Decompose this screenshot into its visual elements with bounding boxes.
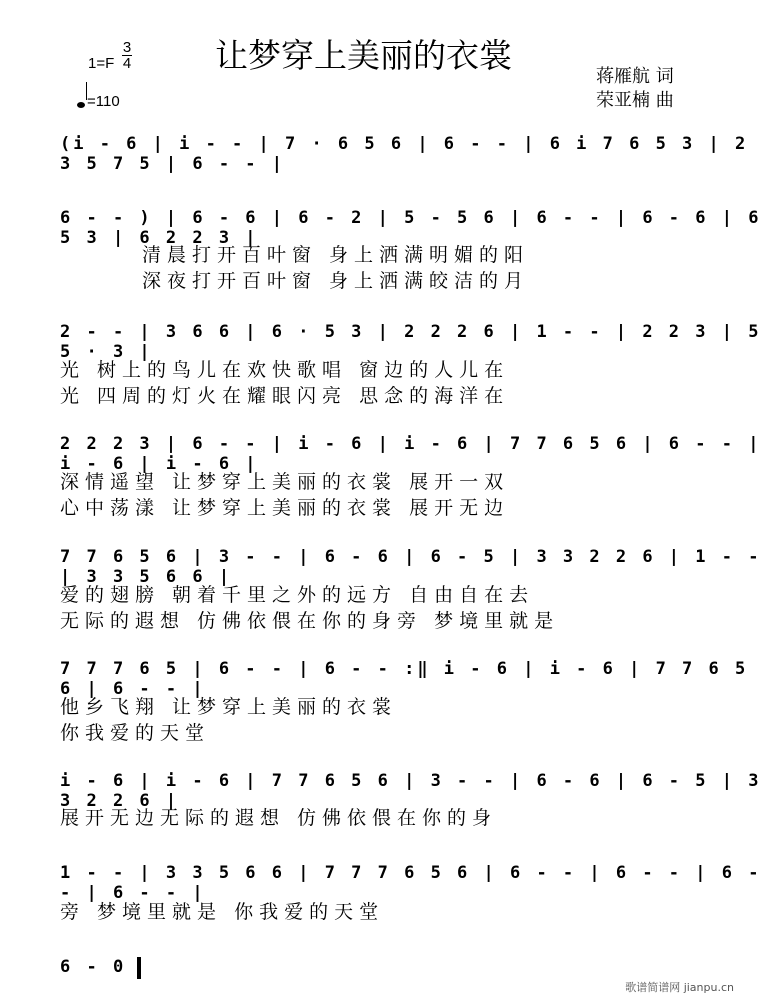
time-signature xyxy=(122,40,132,71)
score-line-8: 1 - - | 3 3 5 6 6 | 7 7 7 6 5 6 | 6 - - | 6 - - | 6 - - | 6 - - | xyxy=(60,863,762,903)
composer-credit: 荣亚楠 曲 xyxy=(596,90,674,111)
lyric-line-1-verse-1: 清晨打开百叶窗 身上洒满明媚的阳 xyxy=(142,244,530,266)
lyric-line-6-verse-1: 展开无边无际的遐想 仿佛依偎在你的身 xyxy=(60,807,498,829)
lyric-line-4-verse-2: 无际的遐想 仿佛依偎在你的身旁 梦境里就是 xyxy=(60,610,560,632)
score-line-3: 2 - - | 3 6 6 | 6 · 5 3 | 2 2 2 6 | 1 - - | 2 2 3 | 5 5 · 3 | xyxy=(60,322,762,362)
lyric-line-3-verse-1: 深情遥望 让梦穿上美丽的衣裳 展开一双 xyxy=(60,471,510,493)
lyric-line-1-verse-2: 深夜打开百叶窗 身上洒满皎洁的月 xyxy=(142,270,530,292)
key-signature: 1=F xyxy=(88,55,115,72)
lyric-line-5-verse-1: 他乡飞翔 让梦穿上美丽的衣裳 xyxy=(60,696,398,718)
score-line-5: 7 7 6 5 6 | 3 - - | 6 - 6 | 6 - 5 | 3 3 2 2 6 | 1 - - | 3 3 5 6 6 | xyxy=(60,547,762,587)
score-line-2: 6 - - ) | 6 - 6 | 6 - 2 | 5 - 5 6 | 6 - - | 6 - 6 | 6 5 3 | 6 2 2 3 | xyxy=(60,208,762,248)
lyric-line-3-verse-2: 心中荡漾 让梦穿上美丽的衣裳 展开无边 xyxy=(60,497,510,519)
score-line-1: (i - 6 | i - - | 7 · 6 5 6 | 6 - - | 6 i 7 6 5 3 | 2 3 5 7 5 | 6 - - | xyxy=(60,134,749,174)
lyric-line-7-verse-1: 旁 梦境里就是 你我爱的天堂 xyxy=(60,901,385,923)
meter-top: 3 xyxy=(122,39,132,56)
lyric-line-2-verse-1: 光 树上的鸟儿在欢快歌唱 窗边的人儿在 xyxy=(60,359,510,381)
lyric-line-4-verse-1: 爱的翅膀 朝着千里之外的远方 自由自在去 xyxy=(60,584,535,606)
quarter-note-icon xyxy=(77,102,85,108)
score-line-7: i - 6 | i - 6 | 7 7 6 5 6 | 3 - - | 6 - 6 | 6 - 5 | 3 3 2 2 6 | xyxy=(60,771,762,811)
score-line-9: 6 - 0 xyxy=(60,957,127,977)
watermark: 歌谱简谱网 jianpu.cn xyxy=(625,981,734,994)
tempo-marking xyxy=(77,93,120,110)
lyricist-credit: 蒋雁航 词 xyxy=(596,66,674,87)
final-barline xyxy=(137,957,141,979)
score-line-4: 2 2 2 3 | 6 - - | i - 6 | i - 6 | 7 7 6 5 6 | 6 - - | i - 6 | i - 6 | xyxy=(60,434,762,474)
song-title: 让梦穿上美丽的衣裳 xyxy=(215,36,512,75)
score-line-6: 7 7 7 6 5 | 6 - - | 6 - - :‖ i - 6 | i - 6 | 7 7 6 5 6 | 6 - - | xyxy=(60,659,749,699)
lyric-line-5-verse-2: 你我爱的天堂 xyxy=(60,722,211,744)
lyric-line-2-verse-2: 光 四周的灯火在耀眼闪亮 思念的海洋在 xyxy=(60,385,510,407)
meter-bottom: 4 xyxy=(122,55,132,72)
tempo-value: =110 xyxy=(87,93,120,110)
